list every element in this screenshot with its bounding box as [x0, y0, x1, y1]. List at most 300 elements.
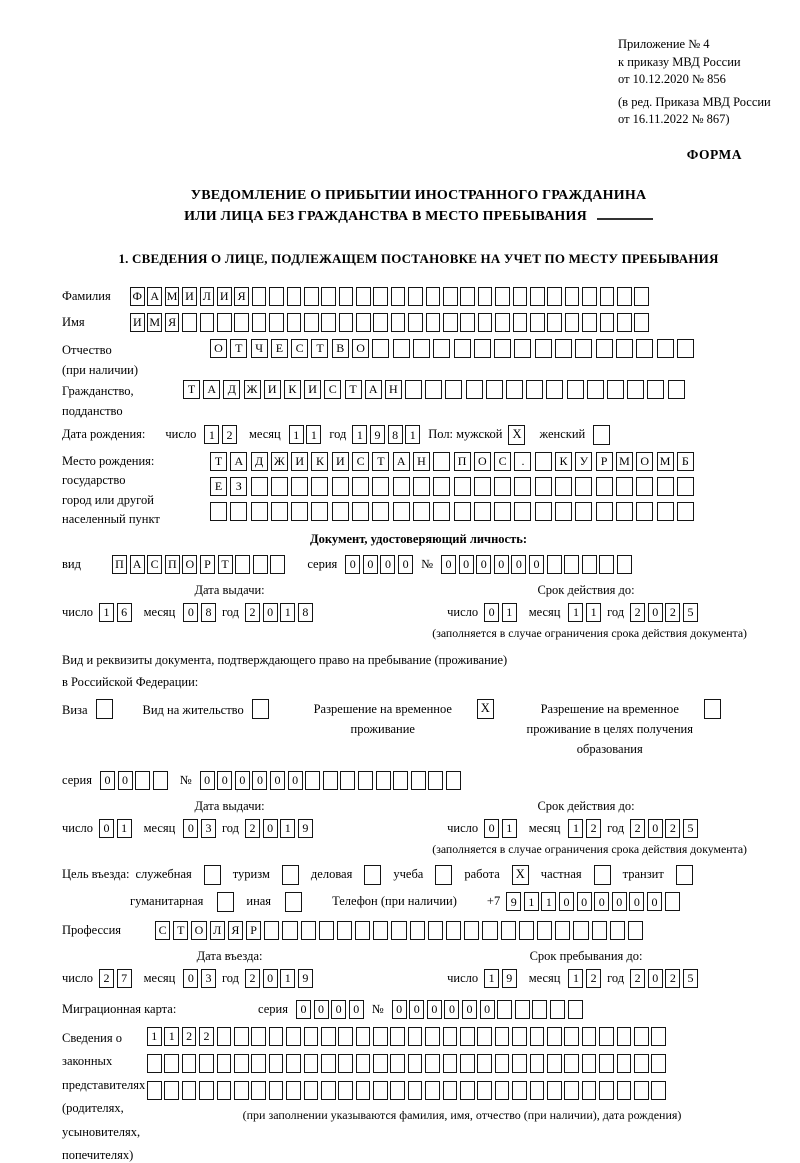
char-cell[interactable]: 1	[568, 819, 583, 838]
char-cell[interactable]	[408, 1027, 423, 1046]
char-cell[interactable]	[390, 1054, 405, 1073]
char-cell[interactable]: К	[555, 452, 572, 471]
char-cell[interactable]: Л	[210, 921, 225, 940]
char-cell[interactable]: 8	[201, 603, 216, 622]
char-cell[interactable]	[582, 555, 597, 574]
char-cell[interactable]	[497, 1000, 512, 1019]
char-cell[interactable]: Я	[165, 313, 180, 332]
patronymic-input[interactable]	[210, 339, 694, 358]
char-cell[interactable]	[486, 380, 503, 399]
char-cell[interactable]: 0	[511, 555, 526, 574]
char-cell[interactable]: 0	[331, 1000, 346, 1019]
checkbox-female[interactable]	[593, 425, 610, 445]
surname-input[interactable]	[130, 287, 649, 306]
char-cell[interactable]	[460, 1054, 475, 1073]
char-cell[interactable]	[234, 1081, 249, 1100]
char-cell[interactable]	[464, 921, 479, 940]
checkbox-purpose-business[interactable]	[364, 865, 381, 885]
char-cell[interactable]	[373, 287, 388, 306]
char-cell[interactable]: 1	[524, 892, 539, 911]
char-cell[interactable]	[269, 287, 284, 306]
char-cell[interactable]	[454, 339, 471, 358]
char-cell[interactable]	[582, 287, 597, 306]
char-cell[interactable]: О	[210, 339, 227, 358]
char-cell[interactable]	[390, 1027, 405, 1046]
char-cell[interactable]	[372, 502, 389, 521]
char-cell[interactable]	[460, 1027, 475, 1046]
char-cell[interactable]	[301, 921, 316, 940]
char-cell[interactable]	[657, 502, 674, 521]
residence-expiry-year-input[interactable]	[630, 819, 698, 838]
char-cell[interactable]: 1	[568, 603, 583, 622]
char-cell[interactable]	[537, 921, 552, 940]
char-cell[interactable]	[547, 1081, 562, 1100]
char-cell[interactable]	[460, 1081, 475, 1100]
checkbox-purpose-private[interactable]	[594, 865, 611, 885]
char-cell[interactable]	[425, 380, 442, 399]
char-cell[interactable]	[564, 1027, 579, 1046]
expiry-day-input[interactable]	[484, 603, 517, 622]
char-cell[interactable]	[321, 313, 336, 332]
char-cell[interactable]	[251, 1054, 266, 1073]
char-cell[interactable]	[565, 287, 580, 306]
char-cell[interactable]: 1	[502, 819, 517, 838]
char-cell[interactable]	[454, 502, 471, 521]
char-cell[interactable]: 7	[117, 969, 132, 988]
char-cell[interactable]: 8	[298, 603, 313, 622]
char-cell[interactable]	[182, 313, 197, 332]
char-cell[interactable]: П	[165, 555, 180, 574]
char-cell[interactable]	[356, 287, 371, 306]
char-cell[interactable]	[596, 339, 613, 358]
char-cell[interactable]	[443, 1027, 458, 1046]
char-cell[interactable]	[665, 892, 680, 911]
char-cell[interactable]	[532, 1000, 547, 1019]
char-cell[interactable]	[200, 313, 215, 332]
char-cell[interactable]	[230, 502, 247, 521]
char-cell[interactable]: 1	[405, 425, 420, 444]
char-cell[interactable]	[391, 287, 406, 306]
char-cell[interactable]	[443, 313, 458, 332]
char-cell[interactable]	[252, 313, 267, 332]
char-cell[interactable]	[617, 1027, 632, 1046]
char-cell[interactable]	[199, 1054, 214, 1073]
migration-series-input[interactable]	[296, 1000, 364, 1019]
char-cell[interactable]	[408, 1054, 423, 1073]
char-cell[interactable]	[513, 313, 528, 332]
char-cell[interactable]	[535, 339, 552, 358]
char-cell[interactable]: А	[147, 287, 162, 306]
char-cell[interactable]	[616, 502, 633, 521]
char-cell[interactable]: Е	[210, 477, 227, 496]
char-cell[interactable]	[564, 555, 579, 574]
char-cell[interactable]: Ж	[271, 452, 288, 471]
char-cell[interactable]	[555, 339, 572, 358]
char-cell[interactable]	[628, 921, 643, 940]
checkbox-temp-residence-education[interactable]	[704, 699, 721, 719]
char-cell[interactable]	[495, 1027, 510, 1046]
char-cell[interactable]: О	[474, 452, 491, 471]
char-cell[interactable]: 1	[117, 819, 132, 838]
char-cell[interactable]	[311, 477, 328, 496]
char-cell[interactable]	[332, 502, 349, 521]
char-cell[interactable]	[617, 1054, 632, 1073]
char-cell[interactable]	[147, 1081, 162, 1100]
char-cell[interactable]	[564, 1081, 579, 1100]
char-cell[interactable]	[217, 1081, 232, 1100]
guardians-row3-input[interactable]	[147, 1081, 777, 1100]
char-cell[interactable]: О	[182, 555, 197, 574]
char-cell[interactable]	[513, 287, 528, 306]
entry-month-input[interactable]	[183, 969, 216, 988]
char-cell[interactable]: 0	[612, 892, 627, 911]
char-cell[interactable]	[252, 287, 267, 306]
char-cell[interactable]: 2	[245, 603, 260, 622]
char-cell[interactable]: 2	[222, 425, 237, 444]
char-cell[interactable]	[599, 1027, 614, 1046]
char-cell[interactable]	[564, 1054, 579, 1073]
char-cell[interactable]	[547, 555, 562, 574]
char-cell[interactable]	[373, 1027, 388, 1046]
checkbox-purpose-study[interactable]	[435, 865, 452, 885]
char-cell[interactable]	[373, 1081, 388, 1100]
char-cell[interactable]	[617, 1081, 632, 1100]
char-cell[interactable]: О	[352, 339, 369, 358]
char-cell[interactable]: .	[514, 452, 531, 471]
char-cell[interactable]: 0	[444, 1000, 459, 1019]
char-cell[interactable]	[512, 1081, 527, 1100]
char-cell[interactable]	[253, 555, 268, 574]
char-cell[interactable]	[338, 1054, 353, 1073]
char-cell[interactable]	[413, 339, 430, 358]
char-cell[interactable]	[373, 313, 388, 332]
char-cell[interactable]: Ф	[130, 287, 145, 306]
char-cell[interactable]	[428, 771, 443, 790]
char-cell[interactable]: И	[264, 380, 281, 399]
char-cell[interactable]: 2	[665, 969, 680, 988]
char-cell[interactable]	[153, 771, 168, 790]
char-cell[interactable]	[338, 1081, 353, 1100]
char-cell[interactable]	[291, 502, 308, 521]
char-cell[interactable]	[573, 921, 588, 940]
char-cell[interactable]: 0	[529, 555, 544, 574]
char-cell[interactable]	[495, 287, 510, 306]
char-cell[interactable]: 2	[665, 603, 680, 622]
char-cell[interactable]: О	[636, 452, 653, 471]
char-cell[interactable]: С	[494, 452, 511, 471]
char-cell[interactable]	[599, 555, 614, 574]
char-cell[interactable]: И	[332, 452, 349, 471]
char-cell[interactable]: Т	[210, 452, 227, 471]
char-cell[interactable]: 1	[99, 603, 114, 622]
char-cell[interactable]	[460, 287, 475, 306]
char-cell[interactable]	[234, 1054, 249, 1073]
char-cell[interactable]	[269, 313, 284, 332]
char-cell[interactable]	[428, 921, 443, 940]
char-cell[interactable]: 0	[494, 555, 509, 574]
char-cell[interactable]	[433, 502, 450, 521]
char-cell[interactable]: Я	[228, 921, 243, 940]
char-cell[interactable]	[636, 502, 653, 521]
char-cell[interactable]	[478, 287, 493, 306]
birth-month-input[interactable]	[289, 425, 322, 444]
char-cell[interactable]	[482, 921, 497, 940]
char-cell[interactable]	[410, 921, 425, 940]
stay-month-input[interactable]	[568, 969, 601, 988]
char-cell[interactable]: Т	[183, 380, 200, 399]
phone-input[interactable]	[506, 892, 679, 911]
char-cell[interactable]	[411, 771, 426, 790]
char-cell[interactable]	[596, 502, 613, 521]
char-cell[interactable]: 0	[629, 892, 644, 911]
char-cell[interactable]: И	[291, 452, 308, 471]
char-cell[interactable]	[651, 1081, 666, 1100]
char-cell[interactable]: 9	[506, 892, 521, 911]
char-cell[interactable]	[393, 477, 410, 496]
char-cell[interactable]	[433, 477, 450, 496]
char-cell[interactable]	[474, 477, 491, 496]
char-cell[interactable]	[287, 313, 302, 332]
char-cell[interactable]	[286, 1027, 301, 1046]
char-cell[interactable]	[634, 1081, 649, 1100]
char-cell[interactable]	[657, 477, 674, 496]
char-cell[interactable]: 0	[462, 1000, 477, 1019]
char-cell[interactable]: 0	[345, 555, 360, 574]
char-cell[interactable]	[182, 1054, 197, 1073]
char-cell[interactable]	[372, 477, 389, 496]
char-cell[interactable]	[373, 921, 388, 940]
char-cell[interactable]	[478, 313, 493, 332]
checkbox-male[interactable]: X	[508, 425, 525, 445]
char-cell[interactable]: М	[147, 313, 162, 332]
char-cell[interactable]	[547, 313, 562, 332]
char-cell[interactable]	[547, 287, 562, 306]
char-cell[interactable]	[270, 555, 285, 574]
char-cell[interactable]	[393, 339, 410, 358]
char-cell[interactable]: У	[575, 452, 592, 471]
residence-issue-day-input[interactable]	[99, 819, 132, 838]
char-cell[interactable]: 1	[280, 603, 295, 622]
char-cell[interactable]	[599, 1081, 614, 1100]
char-cell[interactable]	[651, 1027, 666, 1046]
char-cell[interactable]	[495, 1081, 510, 1100]
expiry-year-input[interactable]	[630, 603, 698, 622]
char-cell[interactable]: Т	[372, 452, 389, 471]
char-cell[interactable]: А	[230, 452, 247, 471]
char-cell[interactable]	[443, 1054, 458, 1073]
char-cell[interactable]	[446, 921, 461, 940]
char-cell[interactable]: И	[304, 380, 321, 399]
char-cell[interactable]	[304, 287, 319, 306]
char-cell[interactable]: 9	[298, 969, 313, 988]
char-cell[interactable]	[477, 1054, 492, 1073]
char-cell[interactable]: 0	[427, 1000, 442, 1019]
checkbox-purpose-humanitarian[interactable]	[217, 892, 234, 912]
char-cell[interactable]	[565, 313, 580, 332]
char-cell[interactable]	[575, 339, 592, 358]
char-cell[interactable]	[599, 1054, 614, 1073]
char-cell[interactable]	[291, 477, 308, 496]
char-cell[interactable]: 0	[476, 555, 491, 574]
char-cell[interactable]	[338, 1027, 353, 1046]
char-cell[interactable]: 1	[204, 425, 219, 444]
char-cell[interactable]	[515, 1000, 530, 1019]
char-cell[interactable]	[526, 380, 543, 399]
char-cell[interactable]	[311, 502, 328, 521]
char-cell[interactable]	[494, 339, 511, 358]
char-cell[interactable]	[616, 477, 633, 496]
char-cell[interactable]	[617, 287, 632, 306]
char-cell[interactable]	[304, 1054, 319, 1073]
char-cell[interactable]	[596, 477, 613, 496]
guardians-row2-input[interactable]	[147, 1054, 777, 1073]
char-cell[interactable]	[337, 921, 352, 940]
char-cell[interactable]: 1	[164, 1027, 179, 1046]
char-cell[interactable]: 1	[147, 1027, 162, 1046]
char-cell[interactable]	[376, 771, 391, 790]
char-cell[interactable]: С	[147, 555, 162, 574]
char-cell[interactable]	[164, 1081, 179, 1100]
char-cell[interactable]: А	[393, 452, 410, 471]
char-cell[interactable]	[321, 1054, 336, 1073]
char-cell[interactable]: 0	[648, 603, 663, 622]
char-cell[interactable]: 1	[280, 819, 295, 838]
char-cell[interactable]: С	[324, 380, 341, 399]
char-cell[interactable]: 2	[630, 603, 645, 622]
char-cell[interactable]	[352, 477, 369, 496]
char-cell[interactable]	[164, 1054, 179, 1073]
char-cell[interactable]: 0	[577, 892, 592, 911]
char-cell[interactable]	[636, 339, 653, 358]
char-cell[interactable]	[321, 287, 336, 306]
char-cell[interactable]: 0	[100, 771, 115, 790]
char-cell[interactable]: 0	[480, 1000, 495, 1019]
stay-day-input[interactable]	[484, 969, 517, 988]
char-cell[interactable]	[546, 380, 563, 399]
char-cell[interactable]	[408, 287, 423, 306]
char-cell[interactable]	[550, 1000, 565, 1019]
char-cell[interactable]: 9	[370, 425, 385, 444]
char-cell[interactable]: Т	[345, 380, 362, 399]
char-cell[interactable]	[567, 380, 584, 399]
char-cell[interactable]	[356, 1027, 371, 1046]
char-cell[interactable]: Ж	[244, 380, 261, 399]
char-cell[interactable]	[636, 477, 653, 496]
char-cell[interactable]: И	[182, 287, 197, 306]
char-cell[interactable]	[474, 339, 491, 358]
char-cell[interactable]	[460, 313, 475, 332]
char-cell[interactable]: П	[112, 555, 127, 574]
char-cell[interactable]	[217, 1027, 232, 1046]
char-cell[interactable]	[495, 1054, 510, 1073]
char-cell[interactable]	[555, 502, 572, 521]
residence-expiry-day-input[interactable]	[484, 819, 517, 838]
checkbox-purpose-tourism[interactable]	[282, 865, 299, 885]
char-cell[interactable]: М	[165, 287, 180, 306]
char-cell[interactable]	[390, 1081, 405, 1100]
char-cell[interactable]: И	[217, 287, 232, 306]
birthplace-row3-input[interactable]	[210, 502, 694, 521]
char-cell[interactable]	[425, 1081, 440, 1100]
char-cell[interactable]: 0	[398, 555, 413, 574]
char-cell[interactable]	[494, 502, 511, 521]
char-cell[interactable]	[269, 1054, 284, 1073]
char-cell[interactable]	[433, 339, 450, 358]
char-cell[interactable]: 0	[263, 603, 278, 622]
char-cell[interactable]: 0	[183, 603, 198, 622]
char-cell[interactable]	[530, 1054, 545, 1073]
char-cell[interactable]: 0	[314, 1000, 329, 1019]
entry-day-input[interactable]	[99, 969, 132, 988]
char-cell[interactable]	[582, 313, 597, 332]
char-cell[interactable]	[575, 477, 592, 496]
char-cell[interactable]: 0	[648, 819, 663, 838]
char-cell[interactable]	[251, 1027, 266, 1046]
char-cell[interactable]: 0	[484, 819, 499, 838]
char-cell[interactable]: 0	[409, 1000, 424, 1019]
char-cell[interactable]	[477, 1027, 492, 1046]
char-cell[interactable]: А	[365, 380, 382, 399]
char-cell[interactable]	[287, 287, 302, 306]
char-cell[interactable]	[319, 921, 334, 940]
char-cell[interactable]: 0	[270, 771, 285, 790]
char-cell[interactable]	[323, 771, 338, 790]
char-cell[interactable]	[617, 555, 632, 574]
char-cell[interactable]: Р	[596, 452, 613, 471]
char-cell[interactable]	[535, 452, 552, 471]
char-cell[interactable]	[413, 502, 430, 521]
issue-year-input[interactable]	[245, 603, 313, 622]
char-cell[interactable]: 0	[380, 555, 395, 574]
issue-day-input[interactable]	[99, 603, 132, 622]
char-cell[interactable]	[617, 313, 632, 332]
char-cell[interactable]	[356, 1054, 371, 1073]
char-cell[interactable]: 0	[349, 1000, 364, 1019]
char-cell[interactable]	[592, 921, 607, 940]
char-cell[interactable]	[269, 1027, 284, 1046]
char-cell[interactable]	[514, 339, 531, 358]
char-cell[interactable]: 5	[683, 969, 698, 988]
char-cell[interactable]: М	[657, 452, 674, 471]
char-cell[interactable]	[443, 287, 458, 306]
char-cell[interactable]: С	[352, 452, 369, 471]
char-cell[interactable]	[512, 1054, 527, 1073]
char-cell[interactable]: 1	[306, 425, 321, 444]
char-cell[interactable]	[264, 921, 279, 940]
char-cell[interactable]: А	[130, 555, 145, 574]
char-cell[interactable]	[182, 1081, 197, 1100]
guardians-row1-input[interactable]	[147, 1027, 777, 1046]
char-cell[interactable]	[356, 313, 371, 332]
citizenship-input[interactable]	[183, 380, 685, 399]
char-cell[interactable]	[627, 380, 644, 399]
checkbox-visa[interactable]	[96, 699, 113, 719]
char-cell[interactable]: 0	[392, 1000, 407, 1019]
char-cell[interactable]	[582, 1027, 597, 1046]
char-cell[interactable]	[651, 1054, 666, 1073]
char-cell[interactable]	[282, 921, 297, 940]
char-cell[interactable]: 1	[502, 603, 517, 622]
char-cell[interactable]	[582, 1054, 597, 1073]
char-cell[interactable]: 0	[235, 771, 250, 790]
char-cell[interactable]	[391, 921, 406, 940]
char-cell[interactable]	[495, 313, 510, 332]
char-cell[interactable]: Н	[385, 380, 402, 399]
char-cell[interactable]: 2	[630, 819, 645, 838]
char-cell[interactable]	[610, 921, 625, 940]
residence-series-input[interactable]	[100, 771, 168, 790]
char-cell[interactable]	[454, 477, 471, 496]
